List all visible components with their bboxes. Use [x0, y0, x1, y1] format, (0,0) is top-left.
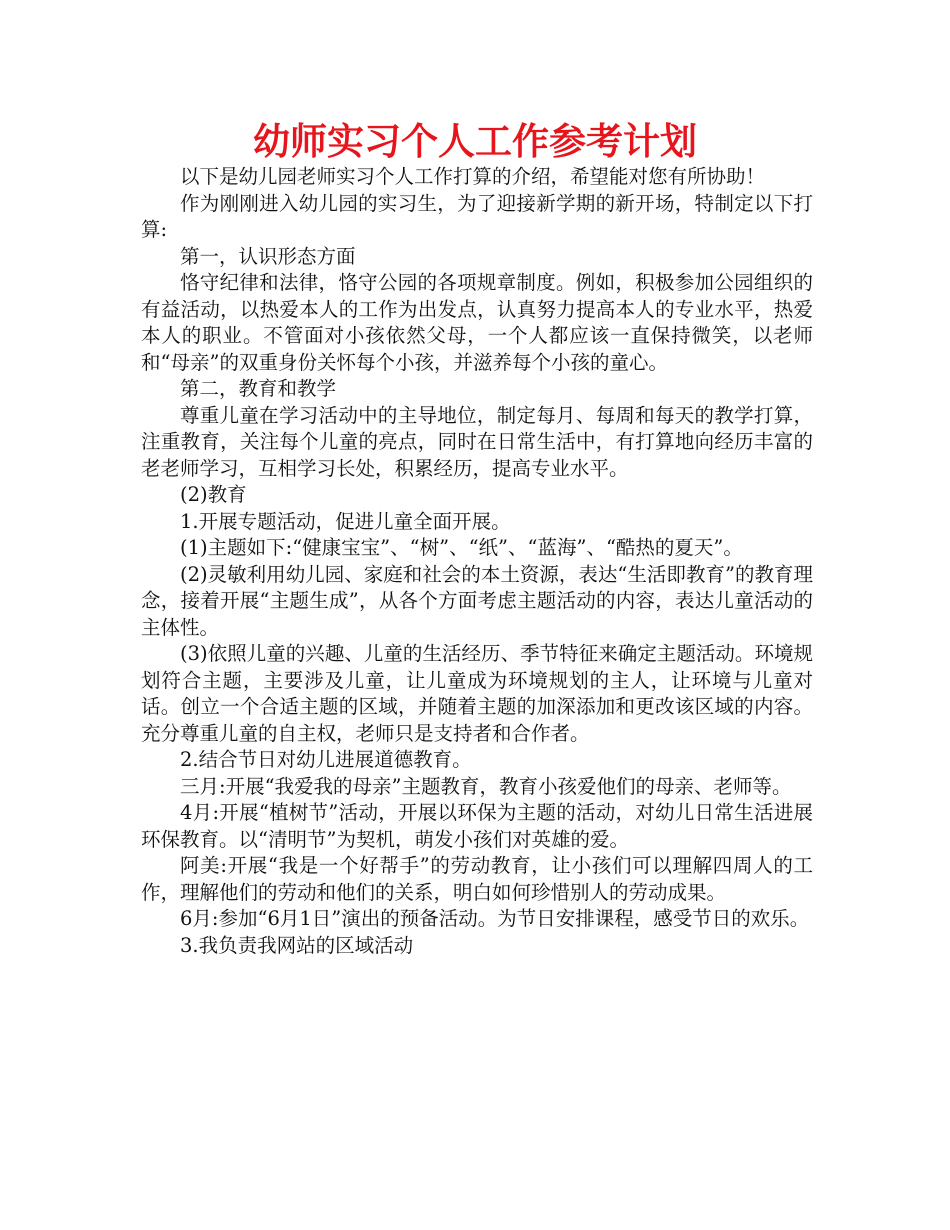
list-item: 4月:开展“植树节”活动，开展以环保为主题的活动，对幼儿日常生活进展环保教育。以“清明节”为契机，萌发小孩们对英雄的爱。 — [141, 801, 813, 851]
list-item: 3.我负责我网站的区域活动 — [180, 933, 414, 957]
paragraph: 尊重儿童在学习活动中的主导地位，制定每月、每周和每天的教学打算，注重教育，关注每个儿童的亮点，同时在日常生活中，有打算地向经历丰富的老老师学习，互相学习长处，积累经历，提高专业水平。 — [141, 403, 813, 480]
paragraph: 恪守纪律和法律，恪守公园的各项规章制度。例如，积极参加公园组织的有益活动，以热爱本人的工作为出发点，认真努力提高本人的专业水平，热爱本人的职业。不管面对小孩依然父母，一个人都应该一直保持微笑，以老师和“母亲”的双重身份关怀每个小孩，并滋养每个小孩的童心。 — [141, 271, 813, 374]
section-heading: 第一，认识形态方面 — [180, 244, 356, 268]
list-item: 2.结合节日对幼儿进展道德教育。 — [180, 748, 472, 771]
paragraph: 以下是幼儿园老师实习个人工作打算的介绍，希望能对您有所协助！ — [180, 165, 766, 188]
list-item: (3)依照儿童的兴趣、儿童的生活经历、季节特征来确定主题活动。环境规划符合主题，主要涉及儿童，让儿童成为环境规划的主人，让环境与儿童对话。创立一个合适主题的区域，并随着主题的加深添加和更改该区域的内容。充分尊重儿童的自主权，老师只是支持者和合作者。 — [141, 642, 813, 745]
section-heading: 第二，教育和教学 — [180, 377, 337, 400]
list-item: 6月:参加“6月1日”演出的预备活动。为节日安排课程，感受节日的欢乐。 — [180, 907, 810, 930]
list-item: 1.开展专题活动，促进儿童全面开展。 — [180, 509, 511, 533]
list-item: 三月:开展“我爱我的母亲”主题教育，教育小孩爱他们的母亲、老师等。 — [180, 774, 792, 798]
document-body — [141, 164, 813, 959]
paragraph: 作为刚刚进入幼儿园的实习生，为了迎接新学期的新开场，特制定以下打算: — [141, 191, 813, 241]
document-title: 幼师实习个人工作参考计划 — [253, 120, 697, 163]
section-heading: (2)教育 — [180, 483, 247, 506]
list-item: (1)主题如下:“健康宝宝”、“树”、“纸”、“蓝海”、“酷热的夏天”。 — [180, 536, 743, 559]
list-item: (2)灵敏利用幼儿园、家庭和社会的本土资源，表达“生活即教育”的教育理念，接着开展“主题生成”，从各个方面考虑主题活动的内容，表达儿童活动的主体性。 — [141, 562, 813, 639]
list-item: 阿美:开展“我是一个好帮手”的劳动教育，让小孩们可以理解四周人的工作，理解他们的劳动和他们的关系，明白如何珍惜别人的劳动成果。 — [141, 854, 813, 904]
